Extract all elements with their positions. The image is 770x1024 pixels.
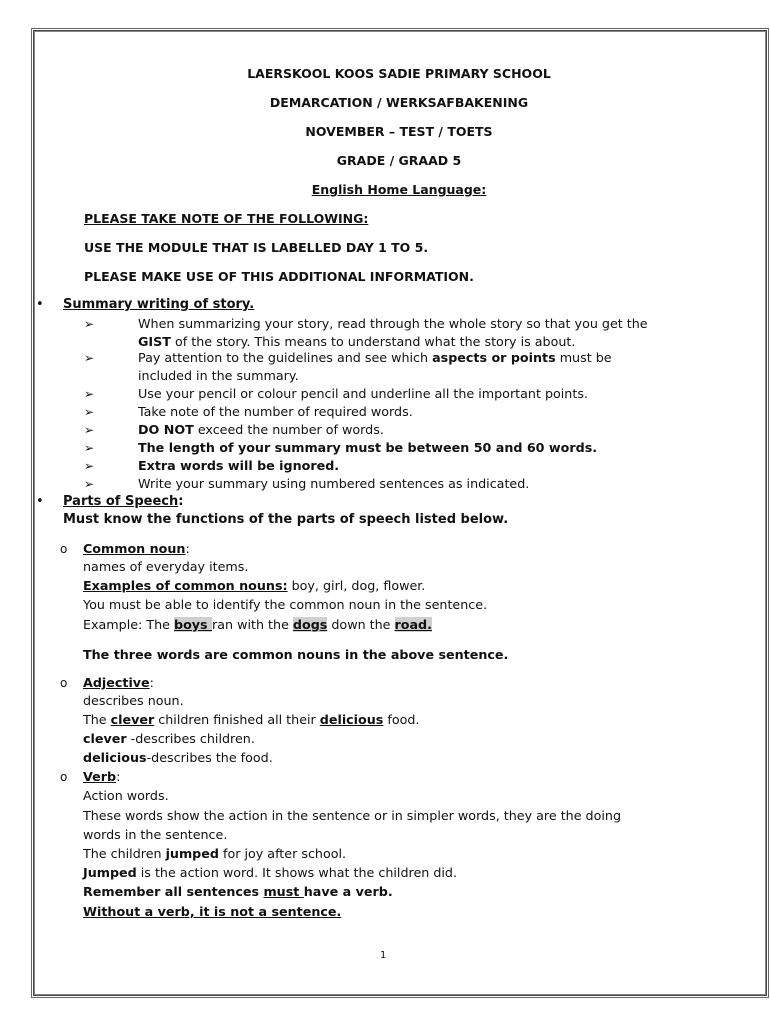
adjective-example [83, 712, 419, 727]
summary-item-1b-text: of the story. This means to understand what the story is about. [170, 334, 576, 349]
adjective-l4-text: -describes the food. [146, 750, 273, 765]
verb-line-5 [83, 865, 457, 880]
summary-item-1a: When summarizing your story, read through the whole story so that you get the [138, 316, 648, 331]
circle-bullet-icon: o [60, 676, 68, 690]
noun-examples-text: boy, girl, dog, flower. [287, 578, 426, 593]
adjective-word-delicious: delicious [319, 712, 384, 727]
note-module: USE THE MODULE THAT IS LABELLED DAY 1 TO 5. [84, 240, 429, 255]
test-title: NOVEMBER – TEST / TOETS [305, 124, 493, 139]
verb-l6-must: must [263, 884, 304, 899]
adjective-line-3 [83, 731, 255, 746]
summary-item-2a-text: Pay attention to the guidelines and see which [138, 350, 433, 365]
noun-highlight-boys: boys [173, 617, 213, 632]
verb-line-4 [83, 846, 346, 861]
arrow-icon: ➢ [84, 317, 95, 331]
gist-word: GIST [138, 334, 171, 349]
circle-bullet-icon: o [60, 542, 68, 556]
summary-item-2b: included in the summary. [138, 368, 299, 383]
summary-item-2a-end: must be [555, 350, 612, 365]
adjective-l2-a: The [83, 712, 111, 727]
summary-item-1b [138, 334, 575, 349]
arrow-icon: ➢ [84, 459, 95, 473]
noun-conclusion: The three words are common nouns in the above sentence. [83, 647, 509, 662]
subject-title: English Home Language: [311, 182, 487, 197]
adjective-l4-bold: delicious [83, 750, 147, 765]
noun-highlight-road: road. [394, 617, 432, 632]
grade-title: GRADE / GRAAD 5 [336, 153, 462, 168]
bullet-icon: • [36, 297, 44, 312]
noun-title [83, 541, 190, 556]
parts-subheading: Must know the functions of the parts of speech listed below. [63, 512, 509, 527]
verb-l4-a: The children [83, 846, 166, 861]
parts-heading-text: Parts of Speech [63, 494, 179, 509]
summary-item-5-bold: DO NOT [138, 422, 194, 437]
noun-line-1: names of everyday items. [83, 559, 249, 574]
school-title: LAERSKOOL KOOS SADIE PRIMARY SCHOOL [247, 66, 551, 81]
noun-ex-c: down the [327, 617, 395, 632]
parts-heading-colon: : [178, 494, 184, 509]
page-number: 1 [380, 950, 387, 961]
note-additional: PLEASE MAKE USE OF THIS ADDITIONAL INFORMATION. [84, 269, 474, 284]
verb-l6-b: have a verb. [303, 884, 393, 899]
summary-item-5-text: exceed the number of words. [193, 422, 384, 437]
adjective-l2-c: food. [383, 712, 420, 727]
summary-heading: Summary writing of story. [63, 297, 255, 312]
arrow-icon: ➢ [84, 351, 95, 365]
summary-item-6: The length of your summary must be between 50 and 60 words. [138, 440, 598, 455]
summary-item-7: Extra words will be ignored. [138, 458, 340, 473]
verb-line-3: words in the sentence. [83, 827, 228, 842]
adjective-line-1: describes noun. [83, 693, 184, 708]
adjective-l3-text: -describes children. [126, 731, 255, 746]
adjective-title [83, 675, 154, 690]
adjective-line-4 [83, 750, 273, 765]
verb-line-2: These words show the action in the sentence or in simpler words, they are the doing [83, 808, 621, 823]
verb-title-text: Verb [83, 769, 117, 784]
verb-l5-bold: Jumped [83, 865, 137, 880]
verb-title [83, 769, 120, 784]
noun-example-sentence [83, 617, 432, 632]
verb-l4-b: for joy after school. [218, 846, 347, 861]
summary-item-2a-bold: aspects or points [432, 350, 556, 365]
adjective-word-clever: clever [110, 712, 155, 727]
adjective-l2-b: children finished all their [154, 712, 320, 727]
verb-line-1: Action words. [83, 788, 169, 803]
verb-l4-bold: jumped [165, 846, 219, 861]
verb-l5-text: is the action word. It shows what the children did. [136, 865, 457, 880]
arrow-icon: ➢ [84, 423, 95, 437]
verb-l6-a: Remember all sentences [83, 884, 264, 899]
summary-item-5 [138, 422, 384, 437]
arrow-icon: ➢ [84, 405, 95, 419]
adjective-title-text: Adjective [83, 675, 150, 690]
noun-examples-label: Examples of common nouns: [83, 578, 288, 593]
adjective-title-colon: : [149, 675, 154, 690]
adjective-l3-bold: clever [83, 731, 127, 746]
summary-item-2a [138, 350, 612, 365]
bullet-icon: • [36, 494, 44, 509]
verb-title-colon: : [116, 769, 121, 784]
demarcation-title: DEMARCATION / WERKSAFBAKENING [269, 95, 529, 110]
verb-line-6 [83, 884, 393, 899]
note-heading: PLEASE TAKE NOTE OF THE FOLLOWING: [84, 211, 369, 226]
noun-examples [83, 578, 425, 593]
verb-line-7: Without a verb, it is not a sentence. [83, 904, 342, 919]
noun-title-colon: : [185, 541, 190, 556]
parts-heading [63, 494, 183, 509]
noun-ex-b: ran with the [212, 617, 293, 632]
arrow-icon: ➢ [84, 387, 95, 401]
summary-item-3: Use your pencil or colour pencil and underline all the important points. [138, 386, 588, 401]
arrow-icon: ➢ [84, 477, 95, 491]
noun-title-text: Common noun [83, 541, 186, 556]
summary-item-8: Write your summary using numbered sentences as indicated. [138, 476, 530, 491]
circle-bullet-icon: o [60, 770, 68, 784]
noun-line-3: You must be able to identify the common noun in the sentence. [83, 597, 488, 612]
noun-highlight-dogs: dogs [292, 617, 328, 632]
summary-item-4: Take note of the number of required words. [138, 404, 413, 419]
arrow-icon: ➢ [84, 441, 95, 455]
noun-ex-a: Example: The [83, 617, 174, 632]
